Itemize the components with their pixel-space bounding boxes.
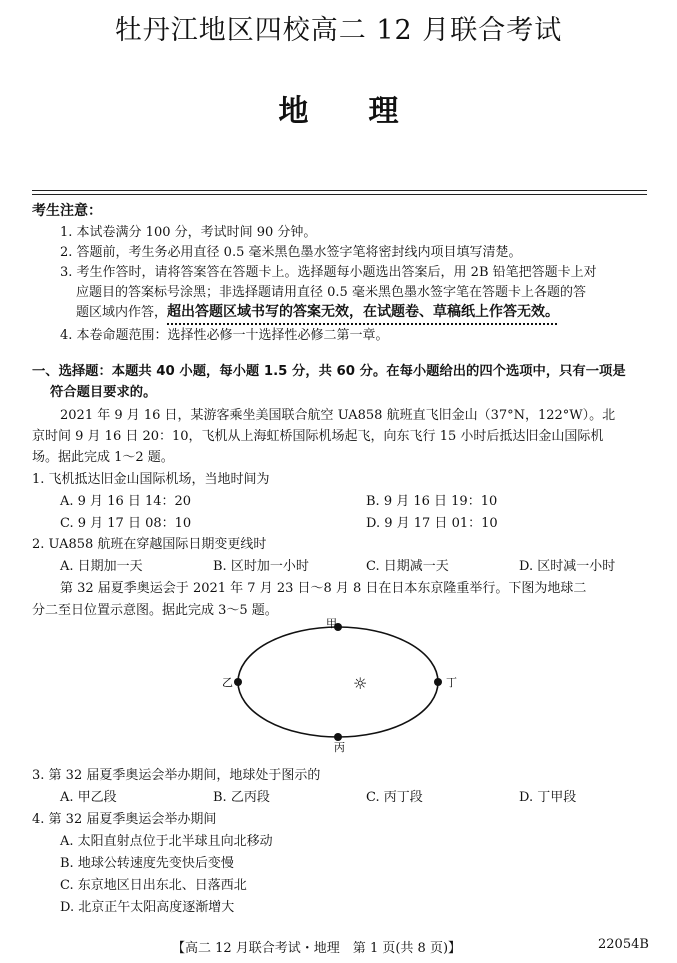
q3-option-b: B. 乙丙段 <box>213 790 270 805</box>
notice-item-3-cont: 应题目的答案标号涂黑；非选择题请用直径 0.5 毫米黑色墨水签字笔在答题卡上各题的答 <box>76 285 586 300</box>
earth-orbit <box>238 627 438 737</box>
q3-stem: 3. 第 32 届夏季奥运会举办期间，地球处于图示的 <box>32 768 321 783</box>
notice-item-2: 2. 答题前，考生务必用直径 0.5 毫米黑色墨水签字笔将密封线内项目填写清楚。 <box>60 245 522 260</box>
q4-stem: 4. 第 32 届夏季奥运会举办期间 <box>32 812 217 827</box>
orbit-point-bottom <box>334 733 342 741</box>
notice-emphasis: 超出答题区域书写的答案无效，在试题卷、草稿纸上作答无效。 <box>167 304 560 320</box>
label-ding: 丁 <box>446 676 457 689</box>
passage-1-line-2: 京时间 9 月 16 日 20：10，飞机从上海虹桥国际机场起飞，向东飞行 15 小时后抵达旧金山国际机 <box>32 429 604 444</box>
q4-option-d: D. 北京正午太阳高度逐渐增大 <box>60 900 235 915</box>
q4-option-c: C. 东京地区日出东北、日落西北 <box>60 878 247 893</box>
orbit-diagram <box>210 615 460 755</box>
q1-option-c: C. 9 月 17 日 08：10 <box>60 516 192 531</box>
exam-title: 牡丹江地区四校高二 12 月联合考试 <box>114 15 563 46</box>
subject-title: 地理 <box>278 94 459 129</box>
q3-option-d: D. 丁甲段 <box>519 790 577 805</box>
q2-option-c: C. 日期减一天 <box>366 559 449 574</box>
exam-code: 22054B <box>598 937 649 952</box>
passage-2-line-1: 第 32 届夏季奥运会于 2021 年 7 月 23 日～8 月 8 日在日本东京隆重举行。下图为地球二 <box>60 581 587 596</box>
q2-option-d: D. 区时减一小时 <box>519 559 616 574</box>
notice-item-3-tail: 题区域内作答， <box>76 305 168 320</box>
label-yi: 乙 <box>222 676 233 689</box>
q1-option-a: A. 9 月 16 日 14：20 <box>60 494 192 509</box>
q1-option-d: D. 9 月 17 日 01：10 <box>366 516 498 531</box>
passage-2-line-2: 分二至日位置示意图。据此完成 3～5 题。 <box>32 603 278 618</box>
q2-option-b: B. 区时加一小时 <box>213 559 309 574</box>
label-bing: 丙 <box>334 741 345 754</box>
section-heading: 一、选择题：本题共 40 小题，每小题 1.5 分，共 60 分。在每小题给出的四个选项中，只有一项是 <box>32 364 626 379</box>
page-footer: 【高二 12 月联合考试・地理 第 1 页(共 8 页)】 <box>172 941 462 956</box>
q4-option-a: A. 太阳直射点位于北半球且向北移动 <box>60 834 273 849</box>
q3-option-c: C. 丙丁段 <box>366 790 423 805</box>
notice-item-3: 3. 考生作答时，请将答案答在答题卡上。选择题每小题选出答案后，用 2B 铅笔把答题卡上对 <box>60 265 597 280</box>
passage-1-line-3: 场。据此完成 1～2 题。 <box>32 450 174 465</box>
orbit-point-left <box>234 678 242 686</box>
section-heading-cont: 符合题目要求的。 <box>50 385 157 400</box>
sun-icon: ☼ <box>353 674 368 693</box>
q2-stem: 2. UA858 航班在穿越国际日期变更线时 <box>32 537 267 552</box>
notice-item-3-cont2 <box>76 301 559 321</box>
orbit-point-right <box>434 678 442 686</box>
q1-option-b: B. 9 月 16 日 19：10 <box>366 494 498 509</box>
notice-item-4: 4. 本卷命题范围：选择性必修一十选择性必修二第一章。 <box>60 328 389 343</box>
q2-option-a: A. 日期加一天 <box>60 559 143 574</box>
notice-item-1: 1. 本试卷满分 100 分，考试时间 90 分钟。 <box>60 225 317 240</box>
label-jia: 甲 <box>326 617 337 630</box>
q3-option-a: A. 甲乙段 <box>60 790 117 805</box>
notice-heading: 考生注意： <box>32 203 102 219</box>
passage-1-line-1: 2021 年 9 月 16 日，某游客乘坐美国联合航空 UA858 航班直飞旧金山（37°N，122°W）。北 <box>60 408 616 423</box>
header-rule-top <box>32 190 647 191</box>
q1-stem: 1. 飞机抵达旧金山国际机场，当地时间为 <box>32 472 270 487</box>
header-rule-bottom <box>32 194 647 195</box>
q4-option-b: B. 地球公转速度先变快后变慢 <box>60 856 234 871</box>
